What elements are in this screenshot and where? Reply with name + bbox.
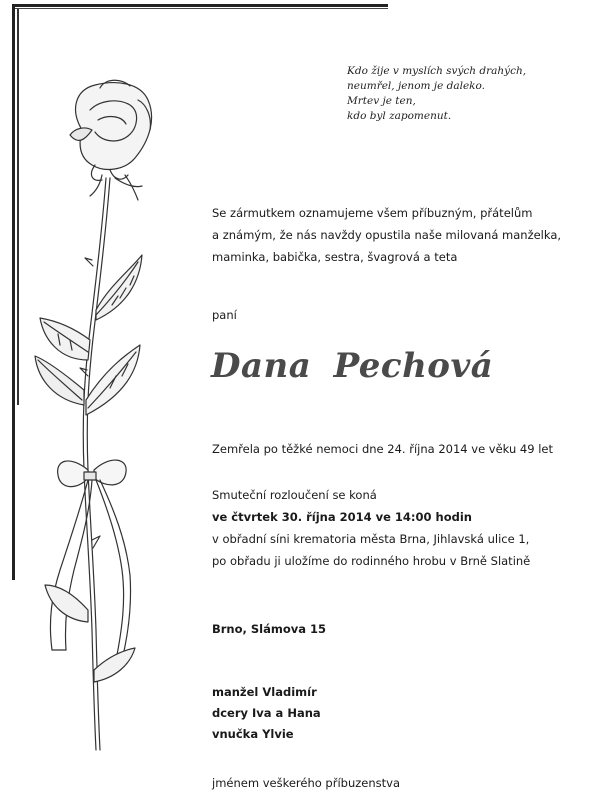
- frame-top-inner-line: [15, 8, 388, 9]
- funeral-datetime: ve čtvrtek 30. října 2014 ve 14:00 hodin: [212, 510, 472, 524]
- family-address: Brno, Slámova 15: [212, 622, 327, 636]
- mourners-list: [212, 682, 321, 745]
- death-notice: Zemřela po těžké nemoci dne 24. října 2014 ve věku 49 let: [212, 442, 554, 456]
- frame-top-line: [12, 4, 388, 7]
- intro-line: maminka, babička, sestra, švagrová a teta: [212, 250, 458, 264]
- announcement-intro: [212, 202, 561, 268]
- mourner: vnučka Ylvie: [212, 727, 294, 741]
- intro-line: a známým, že nás navždy opustila naše milovaná manželka,: [212, 228, 562, 242]
- funeral-announce: Smuteční rozloučení se koná: [212, 488, 377, 502]
- deceased-name: Dana Pechová: [211, 346, 494, 386]
- mourner: dcery Iva a Hana: [212, 706, 321, 720]
- funeral-details: [212, 484, 530, 572]
- mourner: manžel Vladimír: [212, 685, 317, 699]
- poem-line: Kdo žije v myslích svých drahých,: [347, 65, 527, 77]
- frame-left-inner-line: [17, 9, 19, 405]
- title-word: paní: [212, 308, 237, 322]
- frame-left-line: [12, 4, 15, 580]
- poem-line: Mrtev je ten,: [347, 95, 416, 107]
- memorial-poem: [347, 64, 526, 124]
- rose-drawing: [30, 70, 180, 770]
- funeral-place: v obřadní síni krematoria města Brna, Jihlavská ulice 1,: [212, 532, 530, 546]
- poem-line: neumřel, jenom je daleko.: [347, 80, 486, 92]
- funeral-burial: po obřadu ji uložíme do rodinného hrobu v Brně Slatině: [212, 554, 531, 568]
- closing-line: jménem veškerého příbuzenstva: [212, 776, 400, 790]
- intro-line: Se zármutkem oznamujeme všem příbuzným, přátelům: [212, 206, 533, 220]
- poem-line: kdo byl zapomenut.: [347, 110, 452, 122]
